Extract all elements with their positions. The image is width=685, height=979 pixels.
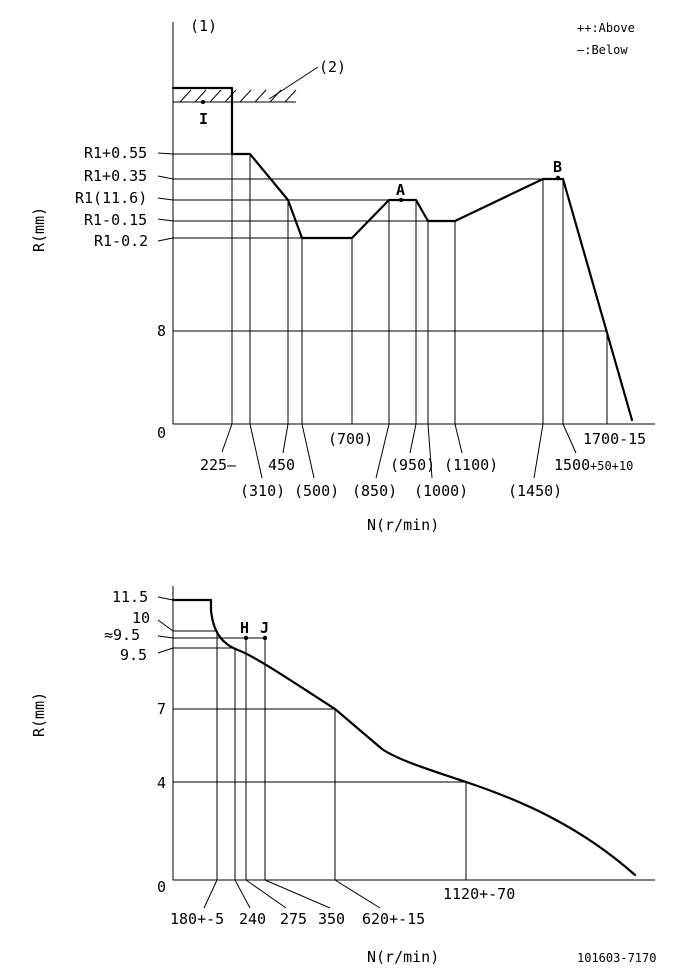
top-x-label-225: 225— (200, 456, 237, 474)
top-x-label-1700: 1700-15 (583, 430, 647, 448)
top-tick-r1-plus-055 (158, 153, 173, 154)
top-x-label-1500-tolerance: +50+10 (590, 459, 634, 473)
top-y-label-r1-minus-015: R1-0.15 (84, 211, 148, 229)
top-xtick-1100 (455, 424, 462, 453)
top-y-label-r1-minus-02: R1-0.2 (94, 232, 149, 250)
bottom-x-label-240: 240 (239, 910, 267, 928)
top-xtick-225 (222, 424, 232, 452)
mark-i-dot (201, 100, 205, 104)
mark-a-label: A (396, 181, 406, 199)
mark-b-label: B (553, 158, 563, 176)
top-tick-r1 (158, 198, 173, 200)
mark-j-label: J (260, 619, 270, 637)
bottom-xtick-275 (246, 880, 286, 908)
top-x-axis-title: N(r/min) (367, 516, 440, 534)
top-x-label-700: (700) (328, 430, 374, 448)
legend-above: ++:Above (577, 21, 635, 35)
bottom-tick-9-5b (158, 648, 173, 653)
top-y-label-r1-plus-055: R1+0.55 (84, 144, 148, 162)
top-chart (30, 17, 655, 534)
bottom-x-label-275: 275 (280, 910, 308, 928)
top-x-label-850: (850) (352, 482, 398, 500)
top-y-label-r1-plus-035: R1+0.35 (84, 167, 148, 185)
top-x-label-1450: (1450) (508, 482, 563, 500)
top-xtick-450 (283, 424, 288, 453)
document-code: 101603-7170 (577, 951, 657, 965)
top-y-axis-title: R(mm) (30, 206, 48, 252)
bottom-tick-9-5a (158, 636, 173, 638)
bottom-x-label-620: 620+-15 (362, 910, 426, 928)
bottom-y-label-4: 4 (157, 774, 167, 792)
bottom-chart (30, 586, 655, 966)
bottom-xtick-240 (235, 880, 250, 908)
top-xtick-1450 (534, 424, 543, 478)
top-xtick-950 (410, 424, 416, 453)
bottom-x-label-1120: 1120+-70 (443, 885, 516, 903)
bottom-y-label-9-5b: 9.5 (120, 646, 148, 664)
bottom-characteristic-curve (173, 600, 635, 875)
top-x-label-950: (950) (390, 456, 436, 474)
top-xtick-850 (376, 424, 389, 478)
top-tick-r1-plus-035 (158, 176, 173, 179)
mark-i-label: I (199, 110, 209, 128)
top-x-label-450: 450 (268, 456, 296, 474)
top-y-label-r1: R1(11.6) (75, 189, 148, 207)
top-y-label-8: 8 (157, 322, 167, 340)
top-tick-r1-minus-02 (158, 238, 173, 241)
bottom-tick-10 (158, 620, 173, 631)
top-xtick-310 (250, 424, 262, 478)
top-y-label-0: 0 (157, 424, 167, 442)
mark-h-label: H (240, 619, 250, 637)
bottom-y-label-7: 7 (157, 700, 167, 718)
bottom-x-label-350: 350 (318, 910, 346, 928)
marker-1-label: (1) (190, 17, 218, 35)
top-x-label-1000: (1000) (414, 482, 469, 500)
stopper-leader (269, 67, 318, 99)
mark-b-dot (556, 176, 560, 180)
legend-below: —:Below (577, 43, 628, 57)
bottom-x-axis-title: N(r/min) (367, 948, 440, 966)
bottom-y-axis-title: R(mm) (30, 691, 48, 737)
bottom-xtick-620 (335, 880, 380, 908)
top-xtick-500 (302, 424, 314, 478)
top-tick-r1-minus-015 (158, 219, 173, 221)
bottom-xtick-180 (204, 880, 217, 908)
bottom-x-label-180: 180+-5 (170, 910, 225, 928)
bottom-y-label-10: 10 (132, 609, 151, 627)
bottom-tick-11-5 (158, 597, 173, 600)
bottom-y-label-9-5a: ≈9.5 (104, 626, 141, 644)
top-x-label-500: (500) (294, 482, 340, 500)
bottom-y-label-11-5: 11.5 (112, 588, 149, 606)
bottom-y-label-0: 0 (157, 878, 167, 896)
top-x-label-1500: 1500 (554, 456, 591, 474)
top-xtick-1500 (563, 424, 576, 453)
marker-2-label: (2) (319, 58, 347, 76)
top-x-label-310: (310) (240, 482, 286, 500)
bottom-xtick-350 (265, 880, 330, 908)
top-x-label-1100: (1100) (444, 456, 499, 474)
stopper-hatch (173, 90, 296, 102)
